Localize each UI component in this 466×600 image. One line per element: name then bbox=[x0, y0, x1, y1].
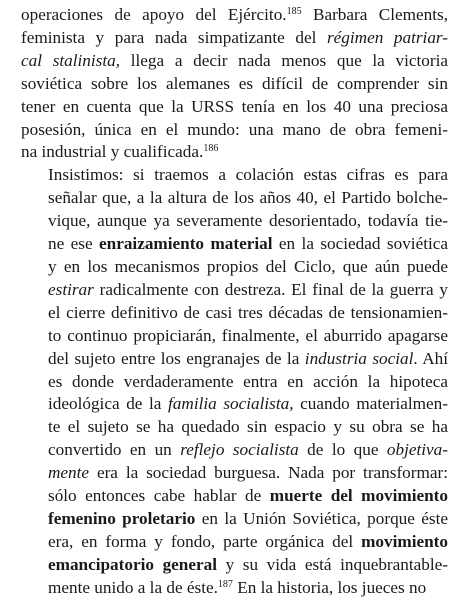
text-line bbox=[21, 439, 448, 462]
text-run: radicalmente con destreza. El final de la guerra y bbox=[93, 279, 448, 299]
text-line bbox=[21, 393, 448, 416]
bold-text: enraizamiento material bbox=[99, 234, 273, 254]
text-line bbox=[21, 50, 448, 73]
text-line bbox=[21, 27, 448, 50]
text-line bbox=[21, 73, 448, 96]
text-run: feminista y para nada simpatizante del bbox=[21, 27, 327, 47]
text-line bbox=[21, 508, 448, 531]
text-line bbox=[21, 531, 448, 554]
italic-text: familia socialista, bbox=[168, 394, 294, 414]
text-run: y en los mecanismos propios del Ciclo, que aún puede bbox=[48, 256, 448, 276]
text-run: Insistimos: si traemos a colación estas cifras es para bbox=[48, 165, 448, 185]
text-run: en la Unión Soviética, porque éste bbox=[195, 508, 448, 528]
text-line bbox=[21, 187, 448, 210]
footnote-ref: 186 bbox=[203, 143, 219, 155]
italic-text: reflejo socialista bbox=[180, 440, 299, 460]
text-run: ne ese bbox=[48, 234, 100, 254]
text-line bbox=[21, 371, 448, 394]
text-line bbox=[21, 233, 448, 256]
text-line bbox=[21, 485, 448, 508]
bold-text: emancipatorio general bbox=[48, 554, 217, 574]
text-run: era, en forma y fondo, parte orgánica del bbox=[48, 531, 362, 551]
text-run: llega a decir nada menos que la victoria bbox=[120, 50, 448, 70]
italic-text: régimen patriar- bbox=[326, 27, 448, 47]
text-line bbox=[21, 577, 448, 600]
text-line bbox=[21, 302, 448, 325]
text-run: na industrial y cualificada. bbox=[21, 142, 204, 162]
footnote-ref: 187 bbox=[217, 578, 233, 590]
text-run: señalar que, a la altura de los años 40, el Partido bolche- bbox=[48, 188, 448, 208]
text-run: te el sujeto se ha quedado sin espacio y su obra se ha bbox=[48, 417, 448, 437]
text-run: y su vida está inquebrantable- bbox=[216, 554, 448, 574]
text-line bbox=[21, 119, 448, 142]
text-run: vique, aunque ya severamente desorientado, todavía tie- bbox=[48, 211, 448, 231]
italic-text: objetiva- bbox=[386, 440, 448, 460]
text-line bbox=[21, 256, 448, 279]
text-run: cuando materialmen- bbox=[293, 394, 448, 414]
bold-text: movimiento bbox=[361, 531, 448, 551]
text-run: sólo entonces cabe hablar de bbox=[48, 486, 270, 506]
italic-text: industria social bbox=[304, 348, 414, 368]
text-run: era la sociedad burguesa. Nada por transformar: bbox=[89, 463, 448, 483]
text-run: convertido en un bbox=[48, 440, 181, 460]
italic-text: estirar bbox=[48, 279, 94, 299]
text-run: es donde verdaderamente entra en acción la hipoteca bbox=[48, 371, 448, 391]
text-run: tener en cuenta que la URSS tenía en los 40 una preciosa bbox=[21, 96, 448, 116]
bold-text: muerte del movimiento bbox=[269, 486, 448, 506]
text-run: de lo que bbox=[298, 440, 387, 460]
text-run: del sujeto entre los engranajes de la bbox=[48, 348, 305, 368]
text-line bbox=[21, 554, 448, 577]
text-run: to continuo propiciarán, finalmente, el aburrido apagarse bbox=[48, 325, 448, 345]
text-run: En la historia, los jueces no bbox=[232, 577, 427, 597]
bold-text: femenino proletario bbox=[48, 508, 196, 528]
text-run: posesión, única en el mundo: una mano de obra femeni- bbox=[21, 119, 448, 139]
text-run: . Ahí bbox=[413, 348, 448, 368]
text-line bbox=[21, 279, 448, 302]
body-paragraph bbox=[21, 4, 448, 164]
text-run: ideológica de la bbox=[48, 394, 169, 414]
body-paragraph bbox=[21, 164, 448, 599]
text-line bbox=[21, 141, 448, 164]
text-run: mente unido a la de éste. bbox=[48, 577, 218, 597]
text-line bbox=[21, 210, 448, 233]
text-run: Barbara Clements, bbox=[301, 5, 448, 24]
footnote-ref: 185 bbox=[286, 6, 302, 17]
text-run: en la sociedad soviética bbox=[272, 234, 448, 254]
text-line bbox=[21, 4, 448, 27]
italic-text: mente bbox=[48, 463, 90, 483]
text-line bbox=[21, 348, 448, 371]
text-run: operaciones de apoyo del Ejército. bbox=[21, 5, 287, 24]
text-line bbox=[21, 462, 448, 485]
text-line bbox=[21, 416, 448, 439]
text-line bbox=[21, 164, 448, 187]
italic-text: cal stalinista, bbox=[21, 50, 121, 70]
text-run: soviética sobre los alemanes es difícil de comprender sin bbox=[21, 73, 448, 93]
text-line bbox=[21, 96, 448, 119]
text-line bbox=[21, 325, 448, 348]
text-run: el cierre definitivo de casi tres décadas de tensionamien- bbox=[48, 302, 448, 322]
